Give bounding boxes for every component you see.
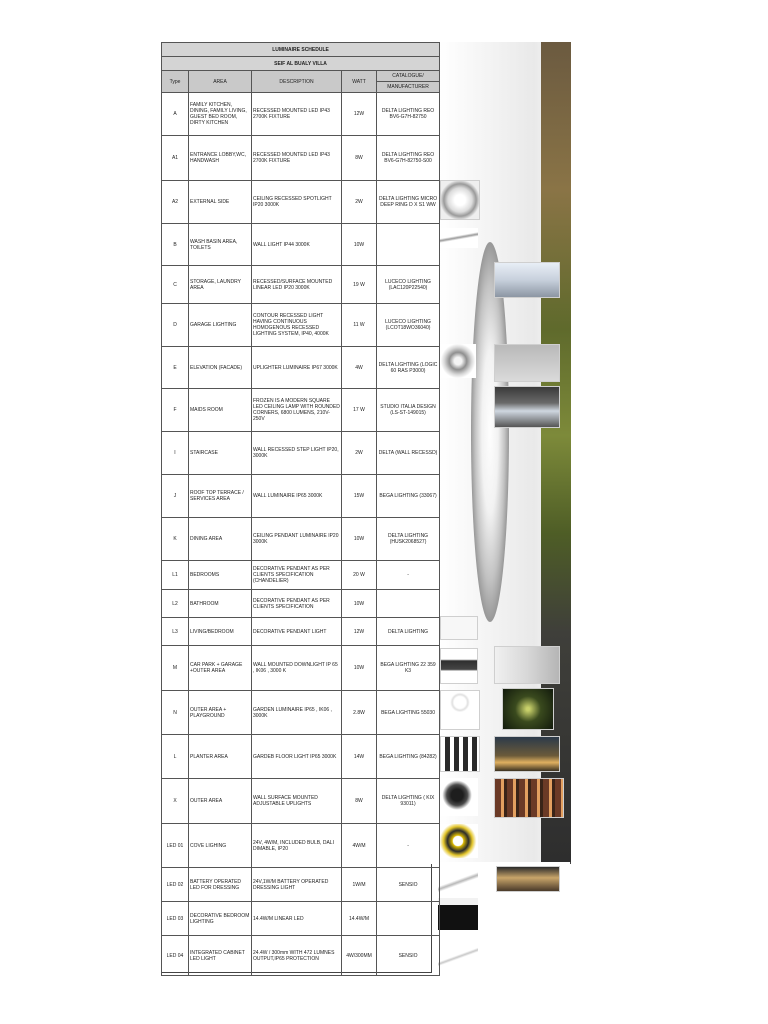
cell-catalogue: - [377,561,440,590]
luminaire-schedule-table [161,42,440,976]
cell-type: LED 02 [162,868,189,902]
cabinet-led-image [438,946,478,968]
led-strip-reel-image [438,824,478,858]
cell-type: L3 [162,618,189,646]
table-row [162,181,440,224]
table-row [162,618,440,646]
table-row [162,590,440,618]
schedule-title: LUMINAIRE SCHEDULE [162,43,440,57]
uplighter-image [440,344,476,378]
cell-watt: 12W [342,618,377,646]
cell-type: J [162,475,189,518]
cell-catalogue: DELTA LIGHTING MICRO DEEP RING D X S1 WW [377,181,440,224]
cell-watt: 14.4W/M [342,902,377,936]
cell-description: 14.4W/M LINEAR LED [252,902,342,936]
cell-watt: 1W/M [342,868,377,902]
garden-luminaire-image [440,690,480,730]
cell-type: A2 [162,181,189,224]
cell-watt: 15W [342,475,377,518]
cell-type: A1 [162,136,189,181]
pendant-small-image [440,616,478,640]
cell-catalogue: LUCECO LIGHTING (LAC120P22540) [377,266,440,304]
cell-watt: 19 W [342,266,377,304]
cell-watt: 12W [342,93,377,136]
cell-area: LIVING/BEDROOM [189,618,252,646]
garden-night-photo [502,688,554,730]
cell-description: CEILING PENDANT LUMINAIRE IP20 3000K [252,518,342,561]
cell-watt: 2W [342,432,377,475]
cell-catalogue: BEGA LIGHTING 22 359 K3 [377,646,440,691]
table-row [162,347,440,389]
schedule-body [162,93,440,976]
cell-description: DECORATIVE PENDANT AS PER CLIENTS SPECIFICATION (CHANDELIER) [252,561,342,590]
cell-description: GARDEN LUMINAIRE IP65 , IK06 , 3000K [252,691,342,735]
cell-description: CEILING RECESSED SPOTLIGHT IP20 3000K [252,181,342,224]
cell-description: UPLIGHTER LUMINAIRE IP67 3000K [252,347,342,389]
cell-type: K [162,518,189,561]
cell-description: 24.4W / 300mm WITH 472 LUMNES OUTPUT,IP65 PROTECTION [252,936,342,976]
wall-downlight-image [440,648,478,684]
facade-night-photo [494,778,564,818]
project-name: SEIF AL BUALY VILLA [162,57,440,71]
dressing-light-photo [496,866,560,892]
cell-area: INTEGRATED CABINET LED LIGHT [189,936,252,976]
cell-description: WALL LIGHT IP44 3000K [252,224,342,266]
table-row [162,475,440,518]
cell-type: LED 03 [162,902,189,936]
cell-description: CONTOUR RECESSED LIGHT HAVING CONTINUOUS HOMOGENOUS RECESSED LIGHTING SYSTEM, IP40, 4000K [252,304,342,347]
cell-catalogue [377,902,440,936]
cell-type: N [162,691,189,735]
table-row [162,779,440,824]
cell-type: I [162,432,189,475]
square-ceiling-lamp-image [494,386,560,428]
linear-led-profile-image [438,898,478,930]
cell-area: EXTERNAL SIDE [189,181,252,224]
table-row [162,518,440,561]
cell-type: M [162,646,189,691]
spotlight-image [440,180,480,220]
cell-area: MAIDS ROOM [189,389,252,432]
cell-catalogue: DELTA LIGHTING [377,618,440,646]
cell-description: DECORATIVE PENDANT AS PER CLIENTS SPECIFICATION [252,590,342,618]
cell-area: BATHROOM [189,590,252,618]
cell-area: FAMILY KITCHEN, DINING, FAMILY LIVING, GUEST BED ROOM, DIRTY KITCHEN [189,93,252,136]
cell-watt: 2.8W [342,691,377,735]
cell-watt: 4W [342,347,377,389]
cell-type: C [162,266,189,304]
cell-area: OUTER AREA [189,779,252,824]
cell-watt: 11 W [342,304,377,347]
table-row [162,824,440,868]
cell-area: BATTERY OPERATED LED FOR DRESSING [189,868,252,902]
cell-type: LED 01 [162,824,189,868]
cell-watt: 4W/300MM [342,936,377,976]
cell-catalogue: BEGA LIGHTING (33067) [377,475,440,518]
cell-type: L2 [162,590,189,618]
cell-area: GARAGE LIGHTING [189,304,252,347]
table-row [162,902,440,936]
table-row [162,936,440,976]
cell-type: X [162,779,189,824]
column-header-area: AREA [189,71,252,93]
table-row [162,432,440,475]
cell-description: RECESSED/SURFACE MOUNTED LINEAR LED IP20 3000K [252,266,342,304]
pendant-glow-photo [471,242,509,622]
cell-type: L1 [162,561,189,590]
cell-description: WALL RECESSED STEP LIGHT IP20, 3000K [252,432,342,475]
cell-catalogue: DELTA LIGHTING REO BV6-G7H-82750 [377,93,440,136]
cell-catalogue: DELTA LIGHTING REO BV6-G7H-82750-S00 [377,136,440,181]
cell-type: E [162,347,189,389]
cell-area: ELEVATION (FACADE) [189,347,252,389]
table-row [162,266,440,304]
wall-light-image [440,228,478,248]
recessed-panel-image [494,344,560,382]
cell-area: ENTRANCE LOBBY,WC, HANDWASH [189,136,252,181]
cell-watt: 8W [342,136,377,181]
cell-description: 24V, 4W/M, INCLUDED BULB, DALI DIMABLE, IP20 [252,824,342,868]
table-row [162,136,440,181]
cell-area: CAR PARK + GARAGE +OUTER AREA [189,646,252,691]
cell-catalogue: DELTA LIGHTING ( KIX 93011) [377,779,440,824]
floor-light-image [440,736,480,772]
cell-catalogue: BEGA LIGHTING 55030 [377,691,440,735]
cell-watt: 10W [342,224,377,266]
cell-watt: 8W [342,779,377,824]
table-row [162,561,440,590]
cell-catalogue: BEGA LIGHTING (84282) [377,735,440,779]
cell-catalogue: DELTA LIGHTING (LOGIC 60 RAS P3000) [377,347,440,389]
table-row [162,93,440,136]
cell-type: F [162,389,189,432]
cell-description: RECESSED MOUNTED LED IP43 2700K FIXTURE [252,136,342,181]
table-row [162,691,440,735]
column-header-watt: WATT [342,71,377,93]
cell-watt: 17 W [342,389,377,432]
cell-watt: 4W/M [342,824,377,868]
cell-type: B [162,224,189,266]
table-row [162,389,440,432]
cell-description: DECORATIVE PENDANT LIGHT [252,618,342,646]
cell-catalogue: STUDIO ITALIA DESIGN (LS-ST-149015) [377,389,440,432]
battery-led-image [438,872,478,894]
table-row [162,646,440,691]
cell-type: D [162,304,189,347]
cell-catalogue: SENSIO [377,868,440,902]
cell-catalogue: SENSIO [377,936,440,976]
cell-area: BEDROOMS [189,561,252,590]
cell-type: A [162,93,189,136]
cell-watt: 10W [342,518,377,561]
cell-description: WALL MOUNTED DOWNLIGHT IP 65 , IK06 , 3000 K [252,646,342,691]
cell-area: COVE LIGHING [189,824,252,868]
cell-catalogue [377,590,440,618]
cell-area: DINING AREA [189,518,252,561]
cell-description: WALL SURFACE MOUNTED ADJUSTABLE UPLIGHTS [252,779,342,824]
cell-watt: 14W [342,735,377,779]
cell-catalogue: DELTA (WALL RECESSD) [377,432,440,475]
cell-area: ROOF TOP TERRACE / SERVICES AREA [189,475,252,518]
cell-area: STORAGE, LAUNDRY AREA [189,266,252,304]
cell-area: DECORATIVE BEDROOM LIGHTING [189,902,252,936]
cell-catalogue: - [377,824,440,868]
cell-catalogue: DELTA LIGHTING (HUSK2068527) [377,518,440,561]
cell-description: RECESSED MOUNTED LED IP43 2700K FIXTURE [252,93,342,136]
column-header-catalogue: CATALOGUE/ [377,71,440,82]
table-row [162,304,440,347]
cell-description: WALL LUMINAIRE IP65 3000K [252,475,342,518]
table-row [162,868,440,902]
column-header-manufacturer: MANUFACTURER [377,82,440,93]
cell-area: WASH BASIN AREA, TOILETS [189,224,252,266]
cell-type: LED 04 [162,936,189,976]
cell-catalogue [377,224,440,266]
garage-wall-photo [494,646,560,684]
cell-description: GARDEB FLOOR LIGHT IP65 3000K [252,735,342,779]
cell-watt: 20 W [342,561,377,590]
cell-description: 24V,1W/M BATTERY OPERATED DRESSING LIGHT [252,868,342,902]
cell-catalogue: LUCECO LIGHTING (LCOT18WO36040) [377,304,440,347]
table-row [162,224,440,266]
planter-night-photo [494,736,560,772]
linear-led-image [494,262,560,298]
cell-watt: 10W [342,646,377,691]
cell-watt: 2W [342,181,377,224]
adjustable-uplight-image [440,778,478,816]
cell-watt: 10W [342,590,377,618]
cell-area: STAIRCASE [189,432,252,475]
cell-type: L [162,735,189,779]
cell-description: FROZEN IS A MODERN SQUARE LED CEILING LAMP WITH ROUNDED CORNERS, 6800 LUMENS, 210V-250V [252,389,342,432]
cell-area: PLANTER AREA [189,735,252,779]
column-header-type: Type [162,71,189,93]
table-row [162,735,440,779]
cell-area: OUTER AREA + PLAYGROUND [189,691,252,735]
column-header-description: DESCRIPTION [252,71,342,93]
